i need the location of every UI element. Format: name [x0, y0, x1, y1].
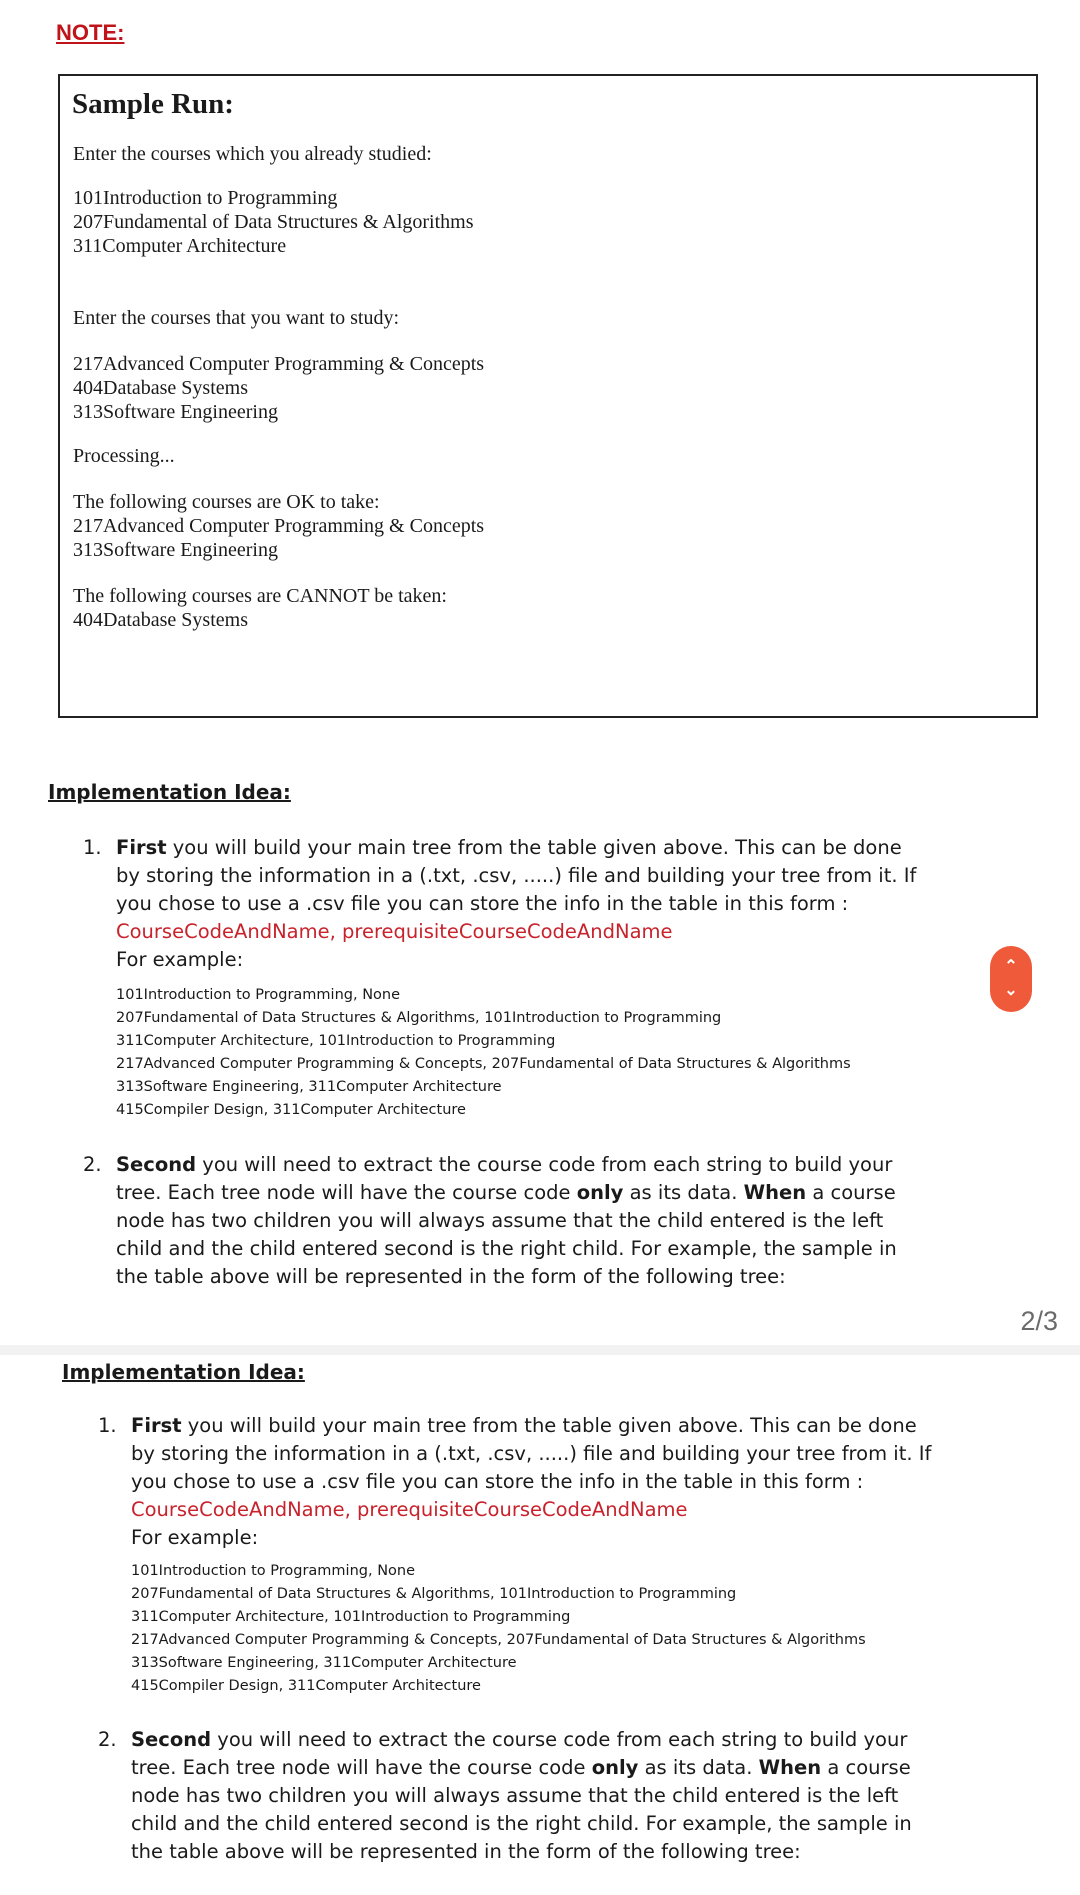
item1-line — [131, 1412, 917, 1440]
bold-word: Second — [131, 1728, 212, 1751]
implementation-heading: Implementation Idea: — [62, 1360, 305, 1384]
sample-run-line: 217Advanced Computer Programming & Concepts — [73, 353, 485, 375]
example-line: 415Compiler Design, 311Computer Architecture — [131, 1678, 481, 1694]
item2-line: the table above will be represented in the form of the following tree: — [131, 1840, 801, 1863]
item2-line-text: a course — [821, 1756, 911, 1779]
example-line: 313Software Engineering, 311Computer Architecture — [116, 1079, 502, 1095]
item2-line: the table above will be represented in the form of the following tree: — [116, 1265, 786, 1288]
implementation-heading: Implementation Idea: — [48, 780, 291, 804]
example-line: 101Introduction to Programming, None — [116, 987, 401, 1003]
list-number: 1. — [83, 836, 102, 859]
note-label: NOTE: — [56, 20, 125, 45]
chevron-down-icon[interactable]: ⌄ — [1004, 982, 1018, 999]
item2-line-text: tree. Each tree node will have the course code — [131, 1756, 592, 1779]
sample-run-title: Sample Run: — [72, 88, 234, 120]
list-number: 1. — [98, 1414, 117, 1437]
item1-line: you chose to use a .csv file you can store the info in the table in this form : — [131, 1470, 864, 1493]
item2-line — [131, 1754, 911, 1782]
example-line: 217Advanced Computer Programming & Concepts, 207Fundamental of Data Structures & Algorithms — [116, 1056, 851, 1072]
csv-format-line: CourseCodeAndName, prerequisiteCourseCodeAndName — [116, 920, 673, 943]
sample-run-line: 311Computer Architecture — [73, 235, 287, 257]
bold-lead: First — [116, 836, 167, 859]
item2-line-text: as its data. — [623, 1181, 744, 1204]
item1-line-text: you will build your main tree from the table given above. This can be done — [166, 836, 902, 859]
item2-line: node has two children you will always assume that the child entered is the left — [131, 1784, 899, 1807]
item2-line-text: a course — [806, 1181, 896, 1204]
sample-run-line: 313Software Engineering — [73, 401, 278, 423]
item2-line: node has two children you will always assume that the child entered is the left — [116, 1209, 884, 1232]
bold-word: Second — [116, 1153, 197, 1176]
item2-line-text: you will need to extract the course code from each string to build your — [211, 1728, 908, 1751]
page-indicator: 2/3 — [1020, 1306, 1058, 1336]
sample-run-line: Processing... — [73, 445, 175, 467]
sample-run-line: The following courses are CANNOT be taken: — [73, 585, 447, 607]
sample-run-line: 101Introduction to Programming — [73, 187, 338, 209]
item2-line — [116, 1179, 896, 1207]
item2-line-text: tree. Each tree node will have the course code — [116, 1181, 577, 1204]
item1-line: by storing the information in a (.txt, .csv, .....) file and building your tree from it. If — [131, 1442, 932, 1465]
sample-run-line: Enter the courses that you want to study: — [73, 307, 400, 329]
example-line: 311Computer Architecture, 101Introduction to Programming — [116, 1033, 556, 1049]
item2-line — [116, 1151, 892, 1179]
example-line: 207Fundamental of Data Structures & Algorithms, 101Introduction to Programming — [116, 1010, 722, 1026]
item1-line: by storing the information in a (.txt, .csv, .....) file and building your tree from it. If — [116, 864, 917, 887]
item1-line: you chose to use a .csv file you can store the info in the table in this form : — [116, 892, 849, 915]
list-number: 2. — [83, 1153, 102, 1176]
item2-line: child and the child entered second is the right child. For example, the sample in — [131, 1812, 912, 1835]
for-example-label: For example: — [131, 1526, 259, 1549]
example-line: 217Advanced Computer Programming & Concepts, 207Fundamental of Data Structures & Algorithms — [131, 1632, 866, 1648]
sample-run-line: 404Database Systems — [73, 609, 248, 631]
bold-lead: First — [131, 1414, 182, 1437]
item2-line-text: you will need to extract the course code from each string to build your — [196, 1153, 893, 1176]
item1-line — [116, 834, 902, 862]
chevron-up-icon[interactable]: ⌃ — [1004, 958, 1018, 975]
sample-run-line: 207Fundamental of Data Structures & Algorithms — [73, 211, 474, 233]
list-number: 2. — [98, 1728, 117, 1751]
page-separator — [0, 1345, 1080, 1355]
sample-run-line: Enter the courses which you already studied: — [73, 143, 432, 165]
item2-line — [131, 1726, 907, 1754]
item2-line-text: as its data. — [638, 1756, 759, 1779]
item1-line-text: you will build your main tree from the table given above. This can be done — [181, 1414, 917, 1437]
example-line: 311Computer Architecture, 101Introduction to Programming — [131, 1609, 571, 1625]
bold-word: When — [743, 1181, 807, 1204]
sample-run-line: 404Database Systems — [73, 377, 248, 399]
bold-word: only — [591, 1756, 639, 1779]
sample-run-line: The following courses are OK to take: — [73, 491, 380, 513]
for-example-label: For example: — [116, 948, 244, 971]
page-scroll-widget[interactable] — [990, 946, 1032, 1012]
bold-word: only — [576, 1181, 624, 1204]
item2-line: child and the child entered second is the right child. For example, the sample in — [116, 1237, 897, 1260]
example-line: 101Introduction to Programming, None — [131, 1563, 416, 1579]
csv-format-line: CourseCodeAndName, prerequisiteCourseCodeAndName — [131, 1498, 688, 1521]
example-line: 415Compiler Design, 311Computer Architecture — [116, 1102, 466, 1118]
example-line: 207Fundamental of Data Structures & Algorithms, 101Introduction to Programming — [131, 1586, 737, 1602]
sample-run-line: 313Software Engineering — [73, 539, 278, 561]
bold-word: When — [758, 1756, 822, 1779]
example-line: 313Software Engineering, 311Computer Architecture — [131, 1655, 517, 1671]
sample-run-line: 217Advanced Computer Programming & Concepts — [73, 515, 485, 537]
